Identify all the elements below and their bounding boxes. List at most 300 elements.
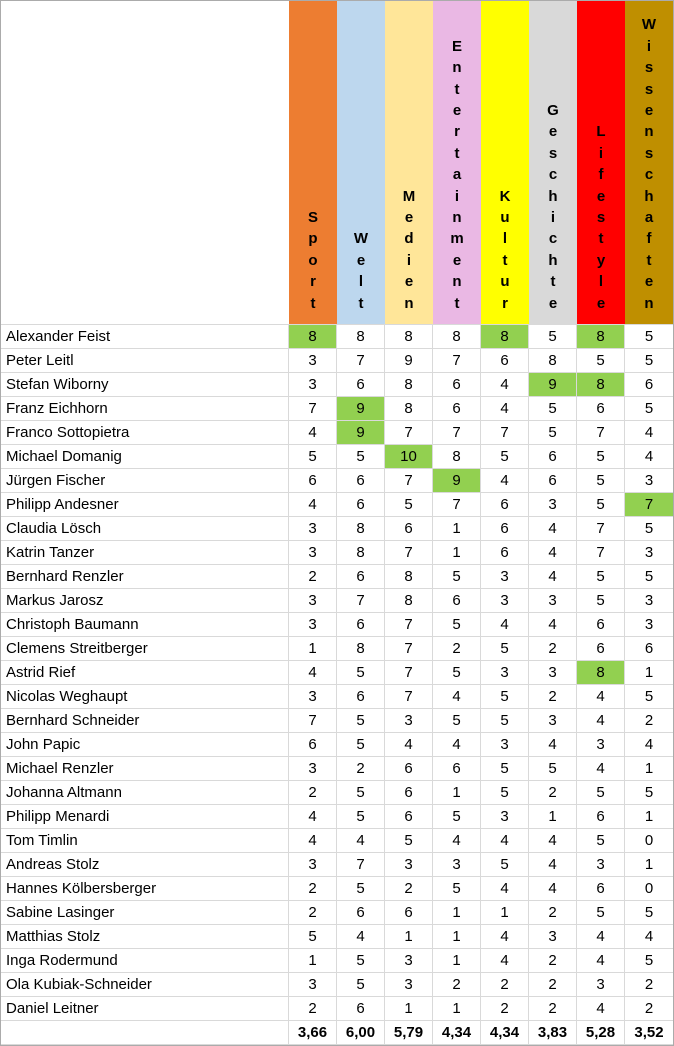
- name-cell[interactable]: Stefan Wiborny: [1, 373, 289, 397]
- score-cell-geschichte[interactable]: 6: [529, 469, 577, 493]
- score-cell-kultur[interactable]: 3: [481, 589, 529, 613]
- score-cell-sport[interactable]: 1: [289, 949, 337, 973]
- score-cell-sport[interactable]: 3: [289, 757, 337, 781]
- header-letter: n: [452, 59, 462, 77]
- column-header-lifestyle[interactable]: [577, 1, 625, 325]
- name-cell[interactable]: Astrid Rief: [1, 661, 289, 685]
- score-cell-kultur[interactable]: 7: [481, 421, 529, 445]
- score-cell-sport[interactable]: 4: [289, 805, 337, 829]
- name-cell[interactable]: Hannes Kölbersberger: [1, 877, 289, 901]
- score-cell-welt[interactable]: 5: [337, 973, 385, 997]
- score-cell-wissenschaften[interactable]: 3: [625, 613, 673, 637]
- score-cell-lifestyle[interactable]: 4: [577, 925, 625, 949]
- score-cell-kultur[interactable]: 5: [481, 637, 529, 661]
- score-cell-medien[interactable]: 6: [385, 781, 433, 805]
- score-cell-welt[interactable]: 6: [337, 373, 385, 397]
- name-cell[interactable]: Inga Rodermund: [1, 949, 289, 973]
- score-cell-medien[interactable]: 7: [385, 541, 433, 565]
- score-cell-sport[interactable]: 5: [289, 925, 337, 949]
- score-cell-lifestyle[interactable]: 5: [577, 781, 625, 805]
- score-cell-welt[interactable]: 8: [337, 517, 385, 541]
- score-cell-welt[interactable]: 8: [337, 637, 385, 661]
- score-cell-medien[interactable]: 1: [385, 997, 433, 1021]
- name-cell[interactable]: Alexander Feist: [1, 325, 289, 349]
- score-cell-wissenschaften[interactable]: 5: [625, 517, 673, 541]
- average-cell-sport[interactable]: 3,66: [289, 1021, 337, 1045]
- score-cell-welt[interactable]: 5: [337, 733, 385, 757]
- score-cell-sport[interactable]: 4: [289, 493, 337, 517]
- column-header-kultur[interactable]: [481, 1, 529, 325]
- score-cell-lifestyle[interactable]: 5: [577, 829, 625, 853]
- score-cell-geschichte[interactable]: 1: [529, 805, 577, 829]
- score-cell-lifestyle[interactable]: 6: [577, 805, 625, 829]
- score-cell-kultur[interactable]: 4: [481, 613, 529, 637]
- header-letter: f: [646, 230, 652, 248]
- score-cell-wissenschaften[interactable]: 4: [625, 445, 673, 469]
- score-cell-medien[interactable]: 5: [385, 829, 433, 853]
- name-cell[interactable]: Tom Timlin: [1, 829, 289, 853]
- score-cell-medien[interactable]: 8: [385, 325, 433, 349]
- score-cell-lifestyle[interactable]: 6: [577, 637, 625, 661]
- table-row: [1, 757, 673, 781]
- score-cell-entertainment[interactable]: 1: [433, 781, 481, 805]
- score-cell-geschichte[interactable]: 3: [529, 925, 577, 949]
- score-cell-medien[interactable]: 8: [385, 565, 433, 589]
- score-cell-entertainment[interactable]: 8: [433, 445, 481, 469]
- score-cell-kultur[interactable]: 2: [481, 997, 529, 1021]
- score-cell-kultur[interactable]: 4: [481, 373, 529, 397]
- score-cell-entertainment[interactable]: 1: [433, 901, 481, 925]
- score-cell-entertainment[interactable]: 3: [433, 853, 481, 877]
- score-cell-welt[interactable]: 6: [337, 613, 385, 637]
- score-cell-sport[interactable]: 2: [289, 877, 337, 901]
- score-cell-wissenschaften[interactable]: 5: [625, 781, 673, 805]
- score-cell-medien[interactable]: 6: [385, 517, 433, 541]
- score-cell-geschichte[interactable]: 2: [529, 973, 577, 997]
- score-cell-welt[interactable]: 5: [337, 661, 385, 685]
- score-cell-entertainment[interactable]: 4: [433, 685, 481, 709]
- score-cell-lifestyle[interactable]: 6: [577, 613, 625, 637]
- score-cell-welt[interactable]: 6: [337, 901, 385, 925]
- score-cell-lifestyle[interactable]: 6: [577, 397, 625, 421]
- score-cell-medien[interactable]: 6: [385, 757, 433, 781]
- score-cell-medien[interactable]: 7: [385, 613, 433, 637]
- score-cell-welt[interactable]: 5: [337, 805, 385, 829]
- score-cell-entertainment[interactable]: 5: [433, 565, 481, 589]
- score-cell-geschichte[interactable]: 5: [529, 397, 577, 421]
- header-letter: r: [502, 294, 508, 312]
- score-cell-geschichte[interactable]: 4: [529, 613, 577, 637]
- name-cell[interactable]: Nicolas Weghaupt: [1, 685, 289, 709]
- score-cell-entertainment[interactable]: 1: [433, 925, 481, 949]
- name-cell[interactable]: Michael Domanig: [1, 445, 289, 469]
- score-cell-lifestyle[interactable]: 4: [577, 949, 625, 973]
- score-cell-kultur[interactable]: 1: [481, 901, 529, 925]
- score-cell-geschichte[interactable]: 5: [529, 325, 577, 349]
- column-header-sport[interactable]: [289, 1, 337, 325]
- score-cell-entertainment[interactable]: 4: [433, 829, 481, 853]
- score-cell-wissenschaften[interactable]: 2: [625, 709, 673, 733]
- score-cell-kultur[interactable]: 4: [481, 925, 529, 949]
- score-cell-kultur[interactable]: 4: [481, 877, 529, 901]
- score-cell-sport[interactable]: 3: [289, 541, 337, 565]
- average-cell-lifestyle[interactable]: 5,28: [577, 1021, 625, 1045]
- score-cell-geschichte[interactable]: 4: [529, 877, 577, 901]
- score-cell-lifestyle[interactable]: 4: [577, 685, 625, 709]
- score-cell-lifestyle[interactable]: 6: [577, 877, 625, 901]
- score-cell-wissenschaften[interactable]: 1: [625, 853, 673, 877]
- score-cell-kultur[interactable]: 5: [481, 709, 529, 733]
- score-cell-lifestyle[interactable]: 5: [577, 565, 625, 589]
- score-cell-kultur[interactable]: 3: [481, 733, 529, 757]
- table-row: [1, 661, 673, 685]
- name-cell[interactable]: Clemens Streitberger: [1, 637, 289, 661]
- average-cell-medien[interactable]: 5,79: [385, 1021, 433, 1045]
- score-cell-medien[interactable]: 8: [385, 373, 433, 397]
- score-cell-sport[interactable]: 1: [289, 637, 337, 661]
- header-letter: h: [548, 187, 558, 205]
- score-cell-lifestyle[interactable]: 5: [577, 901, 625, 925]
- column-header-wissenschaften[interactable]: [625, 1, 673, 325]
- score-cell-lifestyle[interactable]: 8: [577, 325, 625, 349]
- score-cell-welt[interactable]: 7: [337, 853, 385, 877]
- score-cell-geschichte[interactable]: 4: [529, 565, 577, 589]
- score-cell-sport[interactable]: 2: [289, 565, 337, 589]
- score-cell-medien[interactable]: 7: [385, 685, 433, 709]
- score-cell-lifestyle[interactable]: 5: [577, 493, 625, 517]
- score-cell-entertainment[interactable]: 1: [433, 949, 481, 973]
- header-letter: t: [502, 251, 508, 269]
- score-cell-welt[interactable]: 5: [337, 709, 385, 733]
- score-cell-wissenschaften[interactable]: 5: [625, 565, 673, 589]
- score-cell-lifestyle[interactable]: 7: [577, 541, 625, 565]
- score-cell-wissenschaften[interactable]: 3: [625, 589, 673, 613]
- name-cell[interactable]: Franco Sottopietra: [1, 421, 289, 445]
- header-letter: n: [404, 294, 414, 312]
- score-cell-wissenschaften[interactable]: 2: [625, 997, 673, 1021]
- score-cell-sport[interactable]: 3: [289, 853, 337, 877]
- score-cell-medien[interactable]: 4: [385, 733, 433, 757]
- score-cell-geschichte[interactable]: 3: [529, 709, 577, 733]
- average-cell-entertainment[interactable]: 4,34: [433, 1021, 481, 1045]
- name-cell[interactable]: Philipp Menardi: [1, 805, 289, 829]
- name-cell[interactable]: Andreas Stolz: [1, 853, 289, 877]
- name-cell[interactable]: Philipp Andesner: [1, 493, 289, 517]
- score-cell-entertainment[interactable]: 6: [433, 373, 481, 397]
- score-cell-wissenschaften[interactable]: 5: [625, 325, 673, 349]
- score-cell-lifestyle[interactable]: 8: [577, 373, 625, 397]
- score-cell-medien[interactable]: 1: [385, 925, 433, 949]
- score-cell-medien[interactable]: 2: [385, 877, 433, 901]
- score-cell-kultur[interactable]: 5: [481, 757, 529, 781]
- score-cell-welt[interactable]: 6: [337, 469, 385, 493]
- score-cell-lifestyle[interactable]: 4: [577, 997, 625, 1021]
- score-cell-geschichte[interactable]: 2: [529, 637, 577, 661]
- score-cell-medien[interactable]: 10: [385, 445, 433, 469]
- score-cell-sport[interactable]: 3: [289, 613, 337, 637]
- score-cell-welt[interactable]: 5: [337, 877, 385, 901]
- score-cell-medien[interactable]: 6: [385, 805, 433, 829]
- column-header-geschichte[interactable]: [529, 1, 577, 325]
- score-cell-kultur[interactable]: 3: [481, 565, 529, 589]
- score-cell-geschichte[interactable]: 9: [529, 373, 577, 397]
- score-cell-welt[interactable]: 4: [337, 925, 385, 949]
- name-cell[interactable]: Peter Leitl: [1, 349, 289, 373]
- score-cell-lifestyle[interactable]: 8: [577, 661, 625, 685]
- score-cell-entertainment[interactable]: 7: [433, 493, 481, 517]
- score-cell-sport[interactable]: 6: [289, 733, 337, 757]
- column-header-welt[interactable]: [337, 1, 385, 325]
- score-cell-entertainment[interactable]: 1: [433, 997, 481, 1021]
- name-cell[interactable]: Katrin Tanzer: [1, 541, 289, 565]
- name-cell[interactable]: Franz Eichhorn: [1, 397, 289, 421]
- score-cell-kultur[interactable]: 5: [481, 781, 529, 805]
- average-cell-kultur[interactable]: 4,34: [481, 1021, 529, 1045]
- score-cell-lifestyle[interactable]: 4: [577, 757, 625, 781]
- score-cell-kultur[interactable]: 5: [481, 853, 529, 877]
- score-cell-lifestyle[interactable]: 4: [577, 709, 625, 733]
- score-cell-kultur[interactable]: 4: [481, 397, 529, 421]
- score-cell-entertainment[interactable]: 6: [433, 757, 481, 781]
- score-cell-entertainment[interactable]: 1: [433, 517, 481, 541]
- header-letter: r: [454, 123, 460, 141]
- table-row: [1, 445, 673, 469]
- header-letter: s: [548, 144, 558, 162]
- score-cell-welt[interactable]: 7: [337, 589, 385, 613]
- score-cell-geschichte[interactable]: 3: [529, 589, 577, 613]
- score-cell-kultur[interactable]: 5: [481, 685, 529, 709]
- name-cell[interactable]: Christoph Baumann: [1, 613, 289, 637]
- average-cell-welt[interactable]: 6,00: [337, 1021, 385, 1045]
- score-cell-kultur[interactable]: 6: [481, 517, 529, 541]
- score-cell-welt[interactable]: 9: [337, 421, 385, 445]
- score-cell-entertainment[interactable]: 2: [433, 973, 481, 997]
- score-cell-entertainment[interactable]: 5: [433, 661, 481, 685]
- name-cell[interactable]: Matthias Stolz: [1, 925, 289, 949]
- score-cell-sport[interactable]: 5: [289, 445, 337, 469]
- score-cell-wissenschaften[interactable]: 6: [625, 637, 673, 661]
- score-cell-sport[interactable]: 3: [289, 973, 337, 997]
- score-cell-wissenschaften[interactable]: 0: [625, 877, 673, 901]
- score-cell-medien[interactable]: 7: [385, 421, 433, 445]
- column-header-medien[interactable]: [385, 1, 433, 325]
- score-cell-sport[interactable]: 4: [289, 421, 337, 445]
- score-cell-wissenschaften[interactable]: 4: [625, 733, 673, 757]
- score-cell-sport[interactable]: 4: [289, 661, 337, 685]
- score-cell-welt[interactable]: 4: [337, 829, 385, 853]
- score-cell-medien[interactable]: 3: [385, 709, 433, 733]
- score-cell-entertainment[interactable]: 7: [433, 349, 481, 373]
- score-cell-kultur[interactable]: 4: [481, 949, 529, 973]
- score-cell-sport[interactable]: 3: [289, 517, 337, 541]
- score-cell-kultur[interactable]: 8: [481, 325, 529, 349]
- score-cell-medien[interactable]: 6: [385, 901, 433, 925]
- score-cell-welt[interactable]: 6: [337, 493, 385, 517]
- score-cell-welt[interactable]: 9: [337, 397, 385, 421]
- score-cell-geschichte[interactable]: 3: [529, 493, 577, 517]
- name-cell[interactable]: Markus Jarosz: [1, 589, 289, 613]
- score-cell-medien[interactable]: 7: [385, 637, 433, 661]
- score-cell-entertainment[interactable]: 6: [433, 589, 481, 613]
- score-cell-wissenschaften[interactable]: 1: [625, 661, 673, 685]
- name-cell[interactable]: Ola Kubiak-Schneider: [1, 973, 289, 997]
- corner-cell[interactable]: [1, 1, 289, 325]
- score-cell-geschichte[interactable]: 5: [529, 757, 577, 781]
- score-cell-geschichte[interactable]: 2: [529, 685, 577, 709]
- score-cell-sport[interactable]: 4: [289, 829, 337, 853]
- score-cell-welt[interactable]: 5: [337, 949, 385, 973]
- score-cell-sport[interactable]: 3: [289, 589, 337, 613]
- score-cell-sport[interactable]: 3: [289, 685, 337, 709]
- score-cell-wissenschaften[interactable]: 5: [625, 685, 673, 709]
- score-cell-wissenschaften[interactable]: 5: [625, 397, 673, 421]
- average-cell-geschichte[interactable]: 3,83: [529, 1021, 577, 1045]
- score-cell-welt[interactable]: 8: [337, 325, 385, 349]
- score-cell-welt[interactable]: 5: [337, 445, 385, 469]
- score-cell-welt[interactable]: 6: [337, 997, 385, 1021]
- name-cell[interactable]: Sabine Lasinger: [1, 901, 289, 925]
- score-cell-wissenschaften[interactable]: 3: [625, 541, 673, 565]
- score-cell-lifestyle[interactable]: 5: [577, 349, 625, 373]
- score-cell-entertainment[interactable]: 5: [433, 877, 481, 901]
- score-cell-sport[interactable]: 7: [289, 709, 337, 733]
- score-cell-lifestyle[interactable]: 5: [577, 589, 625, 613]
- score-cell-medien[interactable]: 5: [385, 493, 433, 517]
- table-row: [1, 325, 673, 349]
- name-cell[interactable]: Michael Renzler: [1, 757, 289, 781]
- score-cell-medien[interactable]: 8: [385, 397, 433, 421]
- header-letter: e: [644, 273, 654, 291]
- score-cell-kultur[interactable]: 4: [481, 469, 529, 493]
- score-cell-wissenschaften[interactable]: 6: [625, 373, 673, 397]
- score-cell-wissenschaften[interactable]: 1: [625, 757, 673, 781]
- score-cell-lifestyle[interactable]: 5: [577, 445, 625, 469]
- score-cell-geschichte[interactable]: 2: [529, 949, 577, 973]
- score-cell-kultur[interactable]: 3: [481, 805, 529, 829]
- score-cell-medien[interactable]: 7: [385, 469, 433, 493]
- score-cell-entertainment[interactable]: 1: [433, 541, 481, 565]
- score-cell-wissenschaften[interactable]: 5: [625, 349, 673, 373]
- score-cell-geschichte[interactable]: 5: [529, 421, 577, 445]
- score-cell-kultur[interactable]: 2: [481, 973, 529, 997]
- score-cell-medien[interactable]: 3: [385, 949, 433, 973]
- score-cell-medien[interactable]: 3: [385, 973, 433, 997]
- score-cell-geschichte[interactable]: 2: [529, 997, 577, 1021]
- score-cell-entertainment[interactable]: 2: [433, 637, 481, 661]
- score-cell-kultur[interactable]: 6: [481, 541, 529, 565]
- score-cell-entertainment[interactable]: 4: [433, 733, 481, 757]
- score-cell-entertainment[interactable]: 8: [433, 325, 481, 349]
- score-cell-medien[interactable]: 3: [385, 853, 433, 877]
- score-cell-medien[interactable]: 8: [385, 589, 433, 613]
- score-cell-geschichte[interactable]: 4: [529, 541, 577, 565]
- name-cell[interactable]: Johanna Altmann: [1, 781, 289, 805]
- average-cell-wissenschaften[interactable]: 3,52: [625, 1021, 673, 1045]
- header-letter: d: [404, 230, 414, 248]
- score-cell-lifestyle[interactable]: 3: [577, 973, 625, 997]
- score-cell-lifestyle[interactable]: 7: [577, 517, 625, 541]
- score-cell-sport[interactable]: 6: [289, 469, 337, 493]
- score-cell-geschichte[interactable]: 3: [529, 661, 577, 685]
- score-cell-wissenschaften[interactable]: 1: [625, 805, 673, 829]
- score-cell-sport[interactable]: 3: [289, 373, 337, 397]
- score-cell-sport[interactable]: 7: [289, 397, 337, 421]
- score-cell-sport[interactable]: 8: [289, 325, 337, 349]
- score-cell-wissenschaften[interactable]: 0: [625, 829, 673, 853]
- header-letter: f: [598, 166, 604, 184]
- score-cell-geschichte[interactable]: 4: [529, 853, 577, 877]
- score-cell-wissenschaften[interactable]: 3: [625, 469, 673, 493]
- score-cell-wissenschaften[interactable]: 7: [625, 493, 673, 517]
- score-cell-welt[interactable]: 6: [337, 685, 385, 709]
- score-cell-medien[interactable]: 7: [385, 661, 433, 685]
- score-cell-kultur[interactable]: 5: [481, 445, 529, 469]
- score-cell-geschichte[interactable]: 8: [529, 349, 577, 373]
- header-letter: t: [454, 144, 460, 162]
- header-letter: h: [548, 251, 558, 269]
- score-cell-geschichte[interactable]: 4: [529, 517, 577, 541]
- score-cell-kultur[interactable]: 3: [481, 661, 529, 685]
- score-cell-kultur[interactable]: 6: [481, 493, 529, 517]
- score-cell-geschichte[interactable]: 4: [529, 733, 577, 757]
- score-cell-entertainment[interactable]: 7: [433, 421, 481, 445]
- score-cell-sport[interactable]: 3: [289, 349, 337, 373]
- score-cell-sport[interactable]: 2: [289, 781, 337, 805]
- header-letter: a: [452, 166, 462, 184]
- table-row: [1, 949, 673, 973]
- score-cell-entertainment[interactable]: 9: [433, 469, 481, 493]
- score-cell-medien[interactable]: 9: [385, 349, 433, 373]
- score-cell-geschichte[interactable]: 4: [529, 829, 577, 853]
- name-cell[interactable]: Bernhard Schneider: [1, 709, 289, 733]
- score-cell-wissenschaften[interactable]: 5: [625, 949, 673, 973]
- score-cell-geschichte[interactable]: 2: [529, 781, 577, 805]
- score-cell-wissenschaften[interactable]: 5: [625, 901, 673, 925]
- score-cell-kultur[interactable]: 6: [481, 349, 529, 373]
- table-row: [1, 973, 673, 997]
- score-cell-kultur[interactable]: 4: [481, 829, 529, 853]
- score-cell-welt[interactable]: 2: [337, 757, 385, 781]
- score-cell-entertainment[interactable]: 5: [433, 709, 481, 733]
- score-cell-entertainment[interactable]: 5: [433, 613, 481, 637]
- table-row: [1, 685, 673, 709]
- score-cell-geschichte[interactable]: 6: [529, 445, 577, 469]
- header-letter: G: [547, 101, 559, 119]
- score-cell-wissenschaften[interactable]: 2: [625, 973, 673, 997]
- score-cell-geschichte[interactable]: 2: [529, 901, 577, 925]
- score-cell-wissenschaften[interactable]: 4: [625, 925, 673, 949]
- score-cell-entertainment[interactable]: 5: [433, 805, 481, 829]
- score-cell-lifestyle[interactable]: 3: [577, 733, 625, 757]
- name-cell[interactable]: Daniel Leitner: [1, 997, 289, 1021]
- column-header-entertainment[interactable]: [433, 1, 481, 325]
- name-cell[interactable]: Jürgen Fischer: [1, 469, 289, 493]
- score-cell-sport[interactable]: 2: [289, 901, 337, 925]
- name-cell[interactable]: John Papic: [1, 733, 289, 757]
- name-cell[interactable]: Claudia Lösch: [1, 517, 289, 541]
- score-cell-welt[interactable]: 6: [337, 565, 385, 589]
- score-cell-welt[interactable]: 8: [337, 541, 385, 565]
- score-cell-lifestyle[interactable]: 5: [577, 469, 625, 493]
- score-cell-welt[interactable]: 5: [337, 781, 385, 805]
- name-cell[interactable]: Bernhard Renzler: [1, 565, 289, 589]
- score-cell-wissenschaften[interactable]: 4: [625, 421, 673, 445]
- score-cell-entertainment[interactable]: 6: [433, 397, 481, 421]
- score-cell-lifestyle[interactable]: 7: [577, 421, 625, 445]
- score-cell-welt[interactable]: 7: [337, 349, 385, 373]
- score-cell-lifestyle[interactable]: 3: [577, 853, 625, 877]
- score-cell-sport[interactable]: 2: [289, 997, 337, 1021]
